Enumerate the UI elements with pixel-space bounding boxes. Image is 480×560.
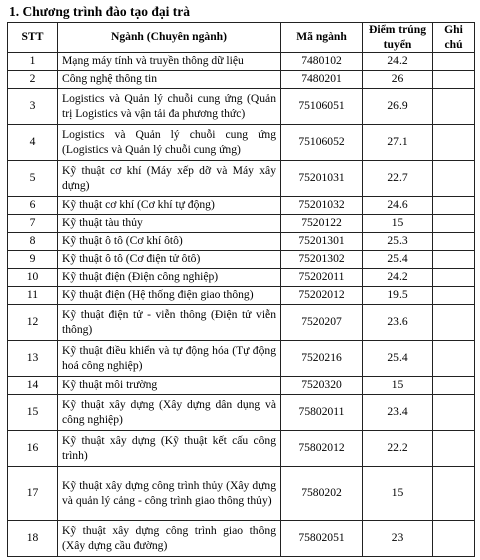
row-ma-nganh: 75106052 (281, 125, 363, 161)
row-nganh: Kỹ thuật ô tô (Cơ khí ôtô) (58, 233, 281, 251)
header-ma-nganh: Mã ngành (281, 23, 363, 53)
table-row (8, 377, 475, 395)
row-stt: 9 (8, 251, 58, 269)
row-ghi-chu (433, 341, 475, 377)
row-diem: 23 (363, 521, 433, 557)
row-nganh: Mạng máy tính và truyền thông dữ liệu (58, 53, 281, 71)
table-row (8, 431, 475, 467)
table-row (8, 161, 475, 197)
row-stt: 16 (8, 431, 58, 467)
table-row (8, 197, 475, 215)
row-stt: 13 (8, 341, 58, 377)
row-nganh: Kỹ thuật điều khiển và tự động hóa (Tự động hoá công nghiệp) (58, 341, 281, 377)
row-diem: 22.7 (363, 161, 433, 197)
table-row (8, 467, 475, 521)
row-diem: 25.4 (363, 341, 433, 377)
header-ghi-chu: Ghi chú (433, 23, 475, 53)
row-ghi-chu (433, 305, 475, 341)
row-diem: 26 (363, 71, 433, 89)
row-stt: 10 (8, 269, 58, 287)
row-stt: 8 (8, 233, 58, 251)
row-diem: 24.2 (363, 53, 433, 71)
header-nganh: Ngành (Chuyên ngành) (58, 23, 281, 53)
row-ghi-chu (433, 71, 475, 89)
table-body (8, 53, 475, 557)
row-ma-nganh: 7580202 (281, 467, 363, 521)
row-stt: 6 (8, 197, 58, 215)
table-row (8, 233, 475, 251)
row-stt: 15 (8, 395, 58, 431)
row-ghi-chu (433, 53, 475, 71)
row-stt: 17 (8, 467, 58, 521)
table-row (8, 71, 475, 89)
row-stt: 5 (8, 161, 58, 197)
row-nganh: Kỹ thuật xây dựng (Xây dựng dân dụng và công nghiệp) (58, 395, 281, 431)
row-ghi-chu (433, 521, 475, 557)
row-stt: 7 (8, 215, 58, 233)
table-row (8, 269, 475, 287)
table-row (8, 125, 475, 161)
row-diem: 23.6 (363, 305, 433, 341)
row-nganh: Kỹ thuật cơ khí (Cơ khí tự động) (58, 197, 281, 215)
row-ma-nganh: 75202012 (281, 287, 363, 305)
row-ghi-chu (433, 269, 475, 287)
row-ma-nganh: 7480201 (281, 71, 363, 89)
row-ghi-chu (433, 377, 475, 395)
row-nganh: Logistics và Quản lý chuỗi cung ứng (Quản trị Logistics và vận tải đa phương thức) (58, 89, 281, 125)
row-ghi-chu (433, 467, 475, 521)
row-nganh: Kỹ thuật xây dựng công trình thủy (Xây dựng và quản lý cảng - công trình giao thông thủy) (58, 467, 281, 521)
row-nganh: Kỹ thuật cơ khí (Máy xếp dỡ và Máy xây dựng) (58, 161, 281, 197)
table-row (8, 341, 475, 377)
row-ghi-chu (433, 125, 475, 161)
row-nganh: Công nghệ thông tin (58, 71, 281, 89)
row-nganh: Kỹ thuật điện tử - viễn thông (Điện tử viễn thông) (58, 305, 281, 341)
row-diem: 27.1 (363, 125, 433, 161)
row-ma-nganh: 75201302 (281, 251, 363, 269)
table-row (8, 215, 475, 233)
row-stt: 11 (8, 287, 58, 305)
row-ghi-chu (433, 89, 475, 125)
row-ma-nganh: 75201031 (281, 161, 363, 197)
admission-scores-table (7, 22, 475, 557)
row-diem: 24.6 (363, 197, 433, 215)
section-title: 1. Chương trình đào tạo đại trà (9, 4, 190, 19)
row-ma-nganh: 75201032 (281, 197, 363, 215)
row-ma-nganh: 7520122 (281, 215, 363, 233)
row-stt: 14 (8, 377, 58, 395)
table-row (8, 305, 475, 341)
row-diem: 19.5 (363, 287, 433, 305)
row-ma-nganh: 75802011 (281, 395, 363, 431)
row-ma-nganh: 7480102 (281, 53, 363, 71)
row-diem: 25.3 (363, 233, 433, 251)
table-row (8, 251, 475, 269)
row-stt: 18 (8, 521, 58, 557)
row-ghi-chu (433, 287, 475, 305)
row-ghi-chu (433, 233, 475, 251)
row-ma-nganh: 75802051 (281, 521, 363, 557)
row-stt: 2 (8, 71, 58, 89)
row-stt: 3 (8, 89, 58, 125)
row-nganh: Kỹ thuật xây dựng công trình giao thông (Xây dựng cầu đường) (58, 521, 281, 557)
row-ma-nganh: 75202011 (281, 269, 363, 287)
row-diem: 15 (363, 215, 433, 233)
table-row (8, 287, 475, 305)
row-ma-nganh: 7520216 (281, 341, 363, 377)
row-diem: 15 (363, 467, 433, 521)
row-nganh: Logistics và Quản lý chuỗi cung ứng (Logistics và Quản lý chuỗi cung ứng) (58, 125, 281, 161)
row-ghi-chu (433, 251, 475, 269)
table-row (8, 89, 475, 125)
row-ghi-chu (433, 215, 475, 233)
row-nganh: Kỹ thuật điện (Hệ thống điện giao thông) (58, 287, 281, 305)
row-nganh: Kỹ thuật môi trường (58, 377, 281, 395)
header-stt: STT (8, 23, 58, 53)
row-nganh: Kỹ thuật ô tô (Cơ điện tử ôtô) (58, 251, 281, 269)
row-nganh: Kỹ thuật xây dựng (Kỹ thuật kết cấu công trình) (58, 431, 281, 467)
row-diem: 22.2 (363, 431, 433, 467)
row-stt: 1 (8, 53, 58, 71)
header-diem: Điểm trúng tuyển (363, 23, 433, 53)
row-ma-nganh: 7520207 (281, 305, 363, 341)
table-row (8, 521, 475, 557)
row-ma-nganh: 75201301 (281, 233, 363, 251)
row-ghi-chu (433, 395, 475, 431)
row-diem: 23.4 (363, 395, 433, 431)
row-ghi-chu (433, 431, 475, 467)
row-ma-nganh: 75802012 (281, 431, 363, 467)
row-ma-nganh: 7520320 (281, 377, 363, 395)
row-stt: 4 (8, 125, 58, 161)
row-stt: 12 (8, 305, 58, 341)
table-row (8, 395, 475, 431)
row-nganh: Kỹ thuật điện (Điện công nghiệp) (58, 269, 281, 287)
row-diem: 15 (363, 377, 433, 395)
row-nganh: Kỹ thuật tàu thủy (58, 215, 281, 233)
table-row (8, 53, 475, 71)
row-ghi-chu (433, 161, 475, 197)
row-ma-nganh: 75106051 (281, 89, 363, 125)
row-diem: 24.2 (363, 269, 433, 287)
row-diem: 26.9 (363, 89, 433, 125)
table-header-row (8, 23, 475, 53)
row-ghi-chu (433, 197, 475, 215)
row-diem: 25.4 (363, 251, 433, 269)
